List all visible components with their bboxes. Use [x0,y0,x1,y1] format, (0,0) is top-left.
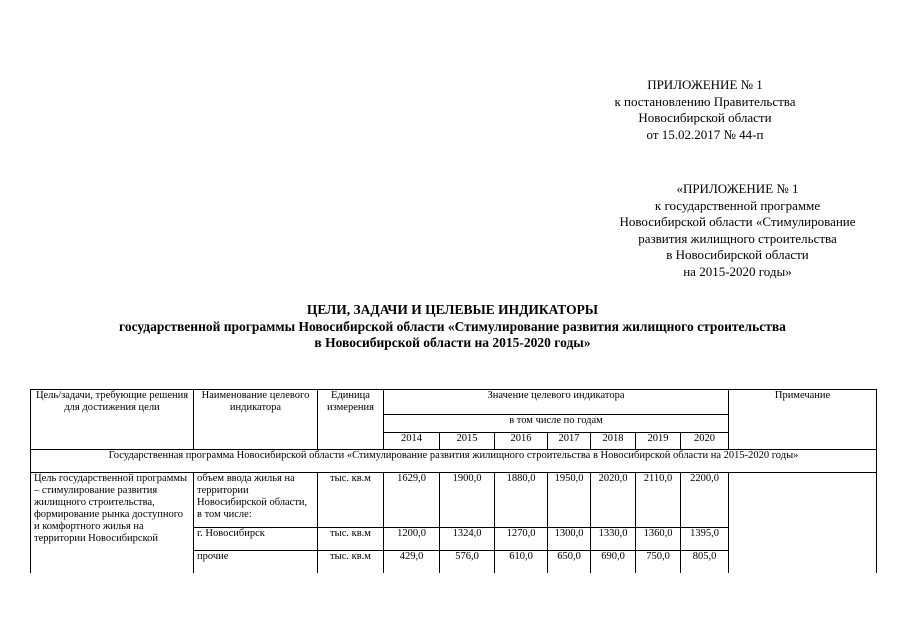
value-cell: 1900,0 [440,473,495,528]
indicators-table [30,389,877,573]
header-year: 2020 [681,433,729,450]
program-appendix-header [580,181,895,280]
appendix-line: ПРИЛОЖЕНИЕ № 1 [647,77,763,92]
appendix-line: развития жилищного строительства [638,230,837,246]
value-cell: 429,0 [384,551,440,574]
value-cell: 1200,0 [384,528,440,551]
value-cell: 750,0 [636,551,681,574]
value-cell: 805,0 [681,551,729,574]
header-year: 2016 [495,433,548,450]
appendix-line: к государственной программе [654,197,821,213]
title-line: ЦЕЛИ, ЗАДАЧИ И ЦЕЛЕВЫЕ ИНДИКАТОРЫ [306,302,599,317]
document-title [0,302,905,352]
header-unit: Единица измерения [318,390,384,450]
value-cell: 1300,0 [548,528,591,551]
value-cell: 2020,0 [591,473,636,528]
value-cell: 650,0 [548,551,591,574]
value-cell: 1395,0 [681,528,729,551]
appendix-line: «ПРИЛОЖЕНИЕ № 1 [676,181,799,196]
appendix-line: к постановлению Правительства [614,93,796,109]
unit-cell: тыс. кв.м [318,473,384,528]
header-year: 2017 [548,433,591,450]
title-line: государственной программы Новосибирской области «Стимулирование развития жилищного строительства [119,318,786,334]
value-cell: 1950,0 [548,473,591,528]
header-year: 2015 [440,433,495,450]
indicator-cell: г. Новосибирск [194,528,318,551]
value-cell: 610,0 [495,551,548,574]
indicator-cell: прочие [194,551,318,574]
appendix-line: на 2015-2020 годы» [683,263,792,279]
unit-cell: тыс. кв.м [318,528,384,551]
header-value: Значение целевого индикатора [384,390,729,415]
header-year: 2014 [384,433,440,450]
header-year: 2019 [636,433,681,450]
unit-cell: тыс. кв.м [318,551,384,574]
header-goal: Цель/задачи, требующие решения для достижения цели [31,390,194,450]
appendix-line: в Новосибирской области [666,247,809,262]
table-row [31,473,877,528]
value-cell: 1324,0 [440,528,495,551]
value-cell: 1880,0 [495,473,548,528]
goal-cell: Цель государственной программы – стимулирование развития жилищного строительства, формирование рынка доступного и комфортного жилья на территории Новосибирской [31,473,194,574]
header-indicator: Наименование целевого индикатора [194,390,318,450]
value-cell: 576,0 [440,551,495,574]
appendix-line: Новосибирской области «Стимулирование [619,214,856,229]
header-by-years: в том числе по годам [384,415,729,433]
note-cell [729,473,877,574]
title-line: в Новосибирской области на 2015-2020 годы» [314,335,591,350]
indicator-cell: объем ввода жилья на территории Новосибирской области, в том числе: [194,473,318,528]
appendix-line: от 15.02.2017 № 44-п [646,126,764,142]
value-cell: 1330,0 [591,528,636,551]
value-cell: 690,0 [591,551,636,574]
value-cell: 2200,0 [681,473,729,528]
program-row: Государственная программа Новосибирской области «Стимулирование развития жилищного строительства в Новосибирской области на 2015-2020 годы» [31,450,877,473]
header-year: 2018 [591,433,636,450]
appendix-line: Новосибирской области [638,110,772,125]
header-note: Примечание [729,390,877,450]
value-cell: 1629,0 [384,473,440,528]
value-cell: 1270,0 [495,528,548,551]
value-cell: 2110,0 [636,473,681,528]
value-cell: 1360,0 [636,528,681,551]
resolution-appendix-header [560,77,850,143]
